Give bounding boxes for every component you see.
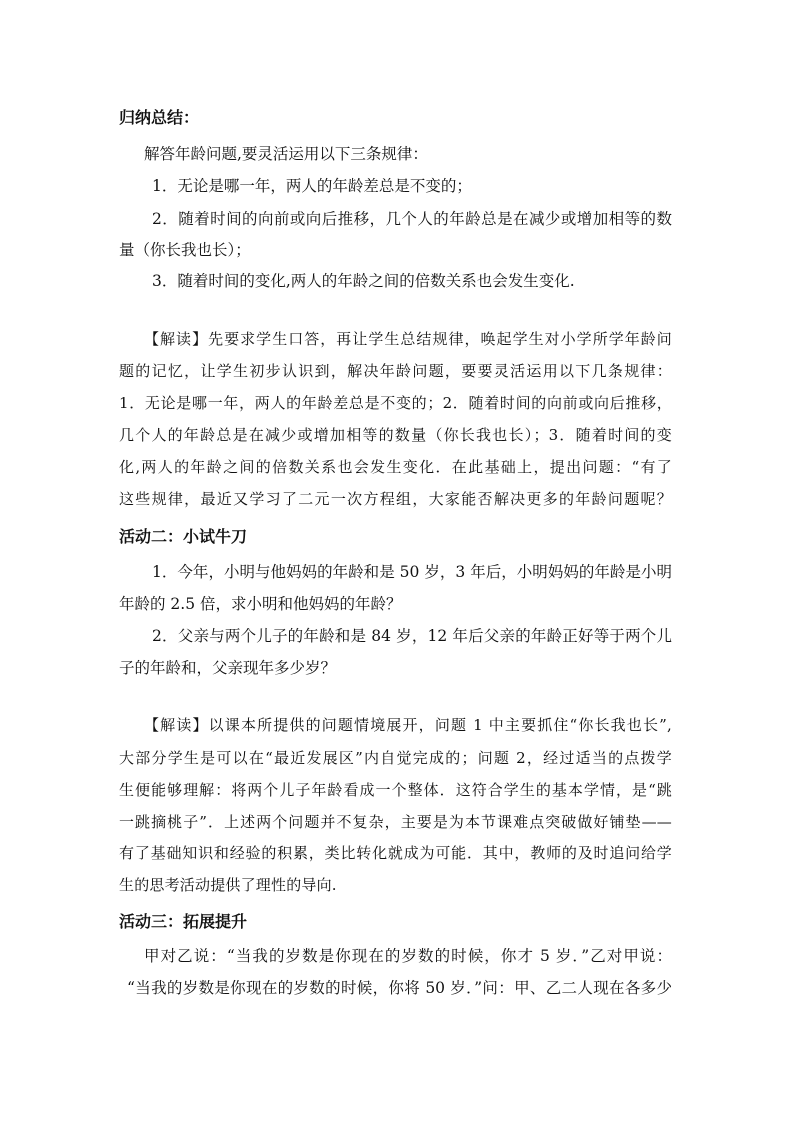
interpretation-1-line-1: 【解读】先要求学生口答，再让学生总结规律，唤起学生对小学所学年龄问 bbox=[144, 330, 672, 348]
interpretation-2-line-6: 生的思考活动提供了理性的导向. bbox=[119, 876, 337, 894]
activity-3-heading: 活动三：拓展提升 bbox=[119, 912, 248, 931]
summary-rule-2-line-2: 量（你长我也长）； bbox=[119, 241, 251, 259]
interpretation-1-line-6: 这些规律，最近又学习了二元一次方程组，大家能否解决更多的年龄问题呢？ bbox=[119, 490, 672, 508]
interpretation-1-line-5: 化,两人的年龄之间的倍数关系也会发生变化．在此基础上，提出问题：“有了 bbox=[119, 458, 672, 476]
interpretation-2-line-4: 一跳摘桃子”．上述两个问题并不复杂，主要是为本节课难点突破做好铺垫—— bbox=[119, 813, 672, 831]
activity-2-heading: 活动二：小试牛刀 bbox=[119, 527, 248, 546]
interpretation-2-line-3: 生便能够理解：将两个儿子年龄看成一个整体．这符合学生的基本学情，是“跳 bbox=[119, 781, 672, 799]
interpretation-1-line-3: 1．无论是哪一年，两人的年龄差总是不变的；2．随着时间的向前或向后推移， bbox=[119, 394, 672, 412]
interpretation-2-line-1: 【解读】以课本所提供的问题情境展开，问题 1 中主要抓住“你长我也长”, bbox=[144, 716, 672, 734]
summary-rule-1: 1．无论是哪一年，两人的年龄差总是不变的； bbox=[152, 177, 472, 195]
interpretation-1-line-4: 几个人的年龄总是在减少或增加相等的数量（你长我也长）；3．随着时间的变 bbox=[119, 426, 672, 444]
activity-2-question-2-line-2: 子的年龄和，父亲现年多少岁？ bbox=[119, 659, 337, 677]
activity-3-line-1: 甲对乙说：“当我的岁数是你现在的岁数的时候，你才 5 岁．”乙对甲说： bbox=[144, 947, 672, 965]
summary-intro: 解答年龄问题,要灵活运用以下三条规律： bbox=[144, 145, 428, 163]
activity-3-line-2: “当我的岁数是你现在的岁数的时候，你将 50 岁．”问：甲、乙二人现在各多少 bbox=[127, 979, 672, 997]
interpretation-2-line-5: 有了基础知识和经验的积累，类比转化就成为可能．其中，教师的及时追问给学 bbox=[119, 844, 672, 862]
summary-rule-3: 3．随着时间的变化,两人的年龄之间的倍数关系也会发生变化. bbox=[152, 272, 575, 290]
summary-rule-2-line-1: 2．随着时间的向前或向后推移，几个人的年龄总是在减少或增加相等的数 bbox=[152, 210, 672, 228]
summary-heading: 归纳总结： bbox=[119, 108, 200, 127]
activity-2-question-1-line-2: 年龄的 2.5 倍，求小明和他妈妈的年龄？ bbox=[119, 595, 402, 613]
interpretation-1-line-2: 题的记忆，让学生初步认识到，解决年龄问题，要要灵活运用以下几条规律： bbox=[119, 362, 672, 380]
activity-2-question-2-line-1: 2．父亲与两个儿子的年龄和是 84 岁，12 年后父亲的年龄正好等于两个儿 bbox=[152, 627, 672, 645]
activity-2-question-1-line-1: 1．今年，小明与他妈妈的年龄和是 50 岁，3 年后，小明妈妈的年龄是小明 bbox=[152, 563, 672, 581]
interpretation-2-line-2: 大部分学生是可以在“最近发展区”内自觉完成的；问题 2，经过适当的点拨学 bbox=[119, 749, 672, 767]
